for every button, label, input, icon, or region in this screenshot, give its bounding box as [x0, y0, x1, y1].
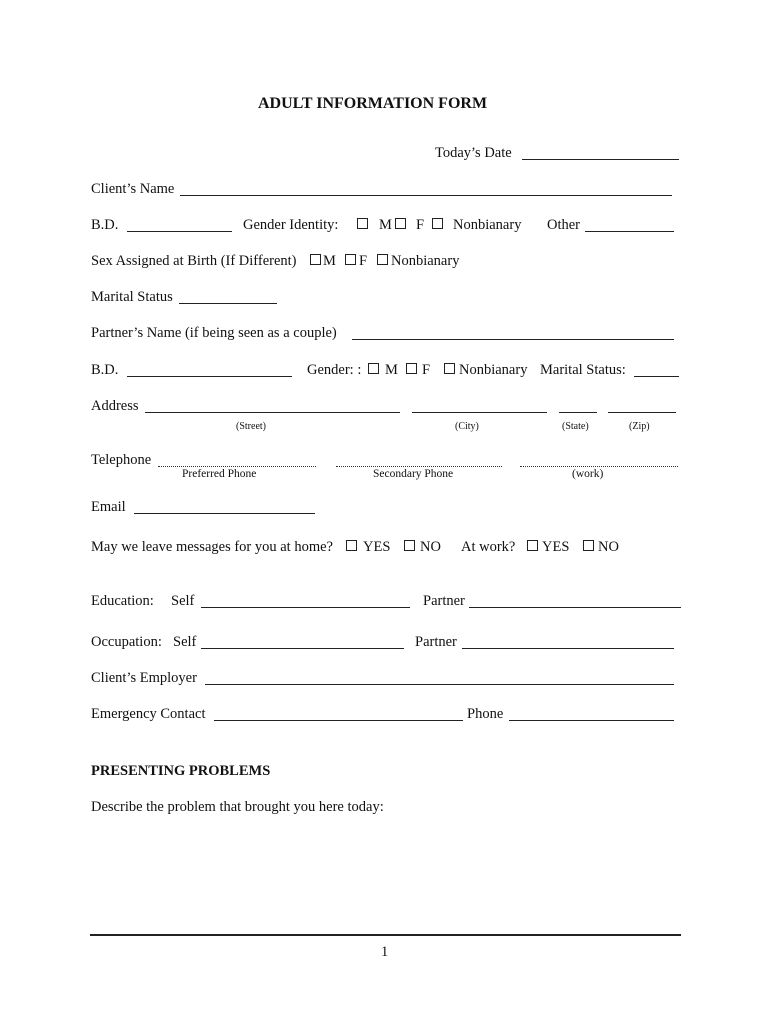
partner-name-field[interactable] — [352, 339, 674, 340]
partner-marital-status-label: Marital Status: — [540, 362, 626, 378]
partner-gender-nonbinary-checkbox[interactable] — [444, 363, 455, 374]
client-name-label: Client’s Name — [91, 181, 175, 197]
sex-assigned-label: Sex Assigned at Birth (If Different) — [91, 253, 297, 269]
employer-label: Client’s Employer — [91, 670, 197, 686]
email-label: Email — [91, 499, 126, 515]
home-yes-label: YES — [363, 539, 391, 555]
partner-gender-f-checkbox[interactable] — [406, 363, 417, 374]
occupation-partner-label: Partner — [415, 634, 457, 650]
gender-f-label: F — [416, 217, 425, 233]
describe-problem-area[interactable] — [91, 820, 681, 920]
occupation-partner-field[interactable] — [462, 648, 674, 649]
work-no-checkbox[interactable] — [583, 540, 594, 551]
client-name-field[interactable] — [180, 195, 672, 196]
gender-m-checkbox[interactable] — [357, 218, 368, 229]
home-no-checkbox[interactable] — [404, 540, 415, 551]
client-bd-field[interactable] — [127, 231, 232, 232]
page-number: 1 — [381, 944, 389, 960]
occupation-self-label: Self — [173, 634, 197, 650]
zip-caption: (Zip) — [629, 421, 650, 432]
client-bd-label: B.D. — [91, 217, 119, 233]
sex-nonbinary-checkbox[interactable] — [377, 254, 388, 265]
partner-gender-m-checkbox[interactable] — [368, 363, 379, 374]
address-city-field[interactable] — [412, 412, 547, 413]
gender-nonbinary-label: Nonbianary — [453, 217, 522, 233]
partner-gender-m-label: M — [385, 362, 398, 378]
gender-identity-label: Gender Identity: — [243, 217, 339, 233]
education-self-field[interactable] — [201, 607, 410, 608]
education-partner-label: Partner — [423, 593, 465, 609]
city-caption: (City) — [455, 421, 479, 432]
describe-problem-prompt: Describe the problem that brought you here today: — [91, 799, 384, 815]
work-phone-field[interactable] — [520, 466, 678, 467]
home-yes-checkbox[interactable] — [346, 540, 357, 551]
emergency-phone-field[interactable] — [509, 720, 674, 721]
secondary-phone-field[interactable] — [336, 466, 502, 467]
sex-f-label: F — [359, 253, 368, 269]
occupation-self-field[interactable] — [201, 648, 404, 649]
marital-status-field[interactable] — [179, 303, 277, 304]
preferred-phone-field[interactable] — [158, 466, 316, 467]
partner-bd-label: B.D. — [91, 362, 119, 378]
email-field[interactable] — [134, 513, 315, 514]
education-label: Education: — [91, 593, 154, 609]
occupation-label: Occupation: — [91, 634, 162, 650]
street-caption: (Street) — [236, 421, 266, 432]
todays-date-label: Today’s Date — [435, 145, 512, 161]
work-yes-checkbox[interactable] — [527, 540, 538, 551]
marital-status-label: Marital Status — [91, 289, 173, 305]
address-label: Address — [91, 398, 139, 414]
gender-nonbinary-checkbox[interactable] — [432, 218, 443, 229]
gender-other-field[interactable] — [585, 231, 674, 232]
emergency-phone-label: Phone — [467, 706, 504, 722]
work-no-label: NO — [598, 539, 619, 555]
at-work-label: At work? — [461, 539, 516, 555]
partner-name-label: Partner’s Name (if being seen as a couple) — [91, 325, 337, 341]
secondary-phone-caption: Secondary Phone — [373, 468, 454, 480]
sex-f-checkbox[interactable] — [345, 254, 356, 265]
partner-gender-f-label: F — [422, 362, 431, 378]
partner-gender-label: Gender: : — [307, 362, 362, 378]
home-no-label: NO — [420, 539, 441, 555]
sex-nonbinary-label: Nonbianary — [391, 253, 460, 269]
gender-other-label: Other — [547, 217, 581, 233]
partner-gender-nonbinary-label: Nonbianary — [459, 362, 528, 378]
emergency-contact-field[interactable] — [214, 720, 463, 721]
telephone-label: Telephone — [91, 452, 152, 468]
gender-m-label: M — [379, 217, 392, 233]
address-zip-field[interactable] — [608, 412, 676, 413]
state-caption: (State) — [562, 421, 589, 432]
partner-marital-status-field[interactable] — [634, 376, 679, 377]
work-yes-label: YES — [542, 539, 570, 555]
gender-f-checkbox[interactable] — [395, 218, 406, 229]
preferred-phone-caption: Preferred Phone — [182, 468, 257, 480]
employer-field[interactable] — [205, 684, 674, 685]
address-street-field[interactable] — [145, 412, 400, 413]
sex-m-checkbox[interactable] — [310, 254, 321, 265]
todays-date-field[interactable] — [522, 159, 679, 160]
partner-bd-field[interactable] — [127, 376, 292, 377]
work-phone-caption: (work) — [572, 468, 604, 480]
footer-divider — [90, 934, 681, 936]
form-title: ADULT INFORMATION FORM — [258, 95, 488, 112]
education-partner-field[interactable] — [469, 607, 681, 608]
emergency-contact-label: Emergency Contact — [91, 706, 206, 722]
sex-m-label: M — [323, 253, 336, 269]
education-self-label: Self — [171, 593, 195, 609]
messages-question: May we leave messages for you at home? — [91, 539, 333, 555]
presenting-problems-heading: PRESENTING PROBLEMS — [91, 763, 271, 779]
address-state-field[interactable] — [559, 412, 597, 413]
